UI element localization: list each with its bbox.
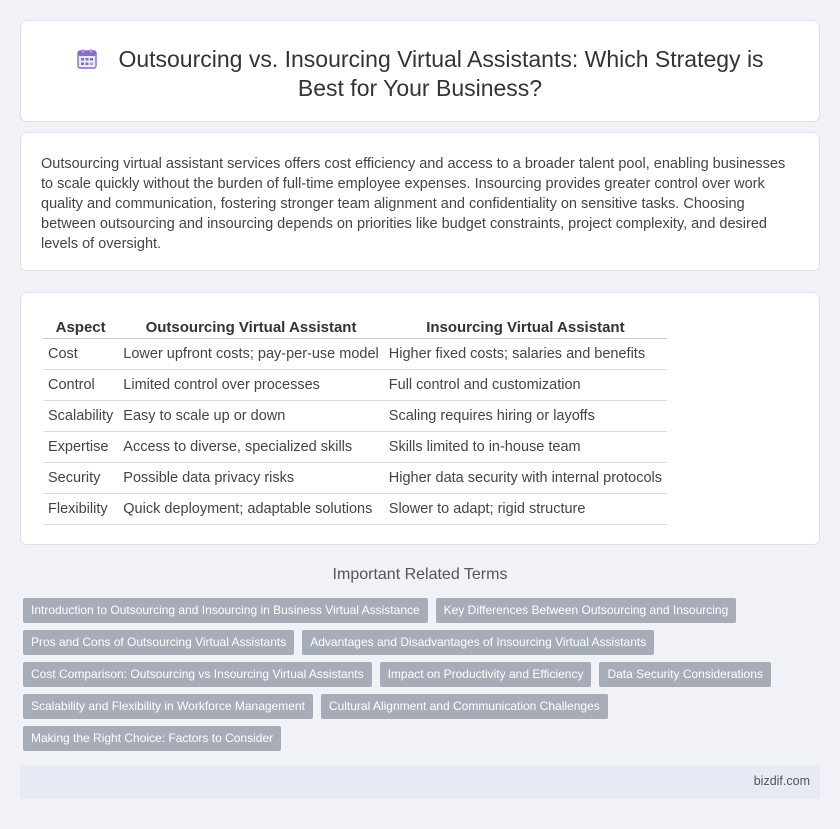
comparison-card — [20, 292, 820, 545]
table-cell: Limited control over processes — [118, 370, 384, 401]
summary-card — [20, 132, 820, 271]
column-header-outsourcing: Outsourcing Virtual Assistant — [118, 315, 384, 339]
table-cell: Quick deployment; adaptable solutions — [118, 494, 384, 525]
table-cell: Control — [43, 370, 118, 401]
table-cell: Possible data privacy risks — [118, 463, 384, 494]
related-term-link[interactable]: Impact on Productivity and Efficiency — [380, 662, 592, 687]
footer-site-link[interactable]: bizdif.com — [753, 774, 810, 788]
table-cell: Cost — [43, 339, 118, 370]
table-cell: Higher data security with internal protocols — [384, 463, 667, 494]
table-cell: Security — [43, 463, 118, 494]
table-cell: Lower upfront costs; pay-per-use model — [118, 339, 384, 370]
table-cell: Scaling requires hiring or layoffs — [384, 401, 667, 432]
related-term-link[interactable]: Cost Comparison: Outsourcing vs Insourcing Virtual Assistants — [23, 662, 372, 687]
related-term-link[interactable]: Introduction to Outsourcing and Insourcing in Business Virtual Assistance — [23, 598, 428, 623]
table-cell: Skills limited to in-house team — [384, 432, 667, 463]
page-title — [21, 45, 819, 103]
header-card — [20, 20, 820, 122]
column-header-aspect: Aspect — [43, 315, 118, 339]
table-row — [43, 339, 667, 370]
related-term-link[interactable]: Advantages and Disadvantages of Insourcing Virtual Assistants — [302, 630, 654, 655]
table-cell: Higher fixed costs; salaries and benefits — [384, 339, 667, 370]
related-terms-heading: Important Related Terms — [332, 566, 508, 583]
related-term-link[interactable]: Cultural Alignment and Communication Challenges — [321, 694, 608, 719]
related-term-link[interactable]: Pros and Cons of Outsourcing Virtual Assistants — [23, 630, 294, 655]
footer-bar — [20, 765, 820, 799]
table-cell: Expertise — [43, 432, 118, 463]
table-row — [43, 432, 667, 463]
related-term-link[interactable]: Scalability and Flexibility in Workforce Management — [23, 694, 313, 719]
table-cell: Full control and customization — [384, 370, 667, 401]
comparison-table — [43, 315, 667, 525]
related-term-link[interactable]: Making the Right Choice: Factors to Consider — [23, 726, 281, 751]
related-term-link[interactable]: Key Differences Between Outsourcing and Insourcing — [436, 598, 737, 623]
table-row — [43, 401, 667, 432]
summary-paragraph: Outsourcing virtual assistant services offers cost efficiency and access to a broader talent pool, enabling businesses to scale quickly without the burden of full-time employee expenses. Insourcing provides greater control over work quality and communication, fostering stronger team alignment and confidentiality on sensitive tasks. Choosing between outsourcing and insourcing depends on priorities like budget constraints, project complexity, and desired levels of oversight. — [41, 156, 786, 252]
table-cell: Access to diverse, specialized skills — [118, 432, 384, 463]
table-cell: Scalability — [43, 401, 118, 432]
related-terms-list — [23, 598, 803, 758]
table-row — [43, 463, 667, 494]
column-header-insourcing: Insourcing Virtual Assistant — [384, 315, 667, 339]
table-cell: Easy to scale up or down — [118, 401, 384, 432]
table-cell: Slower to adapt; rigid structure — [384, 494, 667, 525]
table-cell: Flexibility — [43, 494, 118, 525]
page-title-text: Outsourcing vs. Insourcing Virtual Assistants: Which Strategy is Best for Your Business? — [118, 46, 764, 101]
table-header-row — [43, 315, 667, 339]
calendar-icon — [76, 48, 98, 70]
related-term-link[interactable]: Data Security Considerations — [599, 662, 770, 687]
table-row — [43, 370, 667, 401]
table-row — [43, 494, 667, 525]
